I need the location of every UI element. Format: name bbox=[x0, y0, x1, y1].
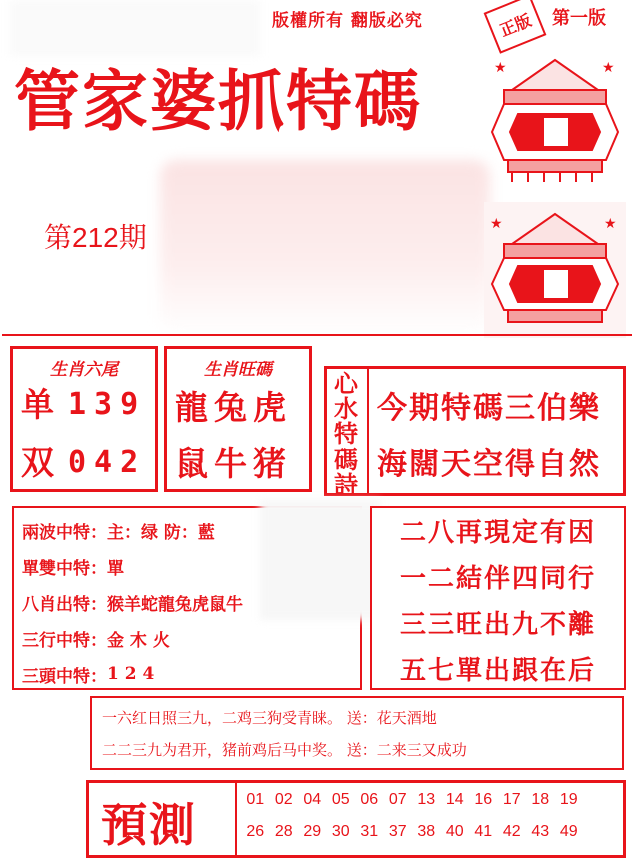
riddle-list bbox=[102, 702, 467, 766]
info-label: 兩波中特： bbox=[22, 522, 107, 543]
riddle-line-2: 二二三九为君开，猪前鸡后马中奖。 送：二来三又成功 bbox=[102, 741, 467, 759]
poem-line-1: 今期特碼三伯樂 bbox=[377, 391, 601, 426]
prediction-number: 18 bbox=[531, 791, 550, 808]
prediction-box bbox=[86, 780, 626, 858]
six-tails-box bbox=[10, 346, 158, 492]
verse-line-4: 五七單出跟在后 bbox=[399, 656, 596, 686]
prediction-number: 28 bbox=[274, 823, 293, 840]
six-tails-row-even bbox=[21, 445, 146, 480]
info-value: 猴羊蛇龍兔虎鼠牛 bbox=[107, 594, 243, 615]
info-label: 單雙中特： bbox=[22, 558, 107, 579]
info-label: 三行中特： bbox=[22, 630, 107, 651]
prediction-number: 04 bbox=[303, 791, 322, 808]
zodiac-hot-box bbox=[164, 346, 312, 492]
prediction-number: 42 bbox=[502, 823, 521, 840]
verse-line-3: 三三旺出九不離 bbox=[399, 610, 596, 640]
info-value: 1 2 4 bbox=[107, 664, 155, 684]
prediction-number: 29 bbox=[303, 823, 322, 840]
blurred-patch-info bbox=[260, 500, 380, 620]
svg-text:★: ★ bbox=[490, 216, 503, 232]
blurred-patch-top bbox=[10, 0, 260, 56]
lantern-decoration-icon bbox=[482, 54, 628, 184]
edition-label: 第一版 bbox=[552, 8, 606, 29]
prediction-number: 43 bbox=[531, 823, 550, 840]
prediction-number: 41 bbox=[474, 823, 493, 840]
prediction-numbers-row-2 bbox=[241, 823, 583, 841]
svg-text:★: ★ bbox=[494, 60, 507, 76]
info-list bbox=[22, 512, 243, 692]
poem-line-2: 海闊天空得自然 bbox=[377, 447, 601, 482]
zodiac-row-1: 龍兔虎 bbox=[175, 388, 292, 427]
special-poem-box bbox=[324, 366, 626, 499]
prediction-number: 16 bbox=[474, 791, 493, 808]
info-row-odd-even bbox=[22, 548, 243, 584]
info-value: 單 bbox=[107, 558, 124, 579]
prediction-number: 37 bbox=[388, 823, 407, 840]
info-row-three-heads bbox=[22, 656, 243, 692]
prediction-number: 19 bbox=[559, 791, 578, 808]
odd-digits: 139 bbox=[68, 387, 147, 422]
verse-box bbox=[370, 506, 626, 690]
prediction-number: 49 bbox=[559, 823, 578, 840]
info-row-eight-zodiac bbox=[22, 584, 243, 620]
prediction-number: 40 bbox=[445, 823, 464, 840]
blurred-patch-center bbox=[160, 160, 490, 335]
info-row-two-waves bbox=[22, 512, 243, 548]
prediction-number: 26 bbox=[246, 823, 265, 840]
verse-line-2: 一二結伴四同行 bbox=[399, 564, 596, 594]
prediction-divider bbox=[235, 783, 237, 855]
info-label: 八肖出特： bbox=[22, 594, 107, 615]
poem-vertical-title bbox=[331, 371, 361, 497]
prediction-number: 06 bbox=[360, 791, 379, 808]
main-title: 管家婆抓特碼 bbox=[14, 62, 422, 140]
verse-list bbox=[372, 510, 624, 694]
zodiac-row-2: 鼠牛猪 bbox=[175, 444, 292, 483]
genuine-seal-stamp bbox=[484, 0, 547, 54]
issue-number: 第212期 bbox=[44, 222, 147, 253]
prediction-number: 31 bbox=[360, 823, 379, 840]
odd-label: 单 bbox=[21, 385, 60, 424]
six-tails-row-odd bbox=[21, 387, 146, 422]
seal-text: 正版 bbox=[496, 10, 534, 40]
svg-text:★: ★ bbox=[602, 60, 615, 76]
prediction-number: 14 bbox=[445, 791, 464, 808]
poem-vertical-text: 心水特碼詩 bbox=[334, 369, 358, 499]
lantern-decoration-icon bbox=[482, 200, 628, 340]
info-value: 金 木 火 bbox=[107, 630, 170, 651]
divider-line bbox=[2, 334, 632, 336]
prediction-number: 01 bbox=[246, 791, 265, 808]
zodiac-hot-title: 生肖旺碼 bbox=[204, 360, 272, 380]
svg-text:★: ★ bbox=[604, 216, 617, 232]
prediction-number: 13 bbox=[417, 791, 436, 808]
prediction-number: 38 bbox=[417, 823, 436, 840]
prediction-number: 30 bbox=[331, 823, 350, 840]
copyright-notice: 版權所有 翻版必究 bbox=[272, 11, 423, 31]
prediction-number: 07 bbox=[388, 791, 407, 808]
six-tails-title: 生肖六尾 bbox=[50, 360, 118, 380]
riddle-line-1: 一六红日照三九，二鸡三狗受青睐。 送：花天酒地 bbox=[102, 709, 437, 727]
info-value: 主：绿 防：藍 bbox=[107, 522, 215, 543]
prediction-numbers-row-1 bbox=[241, 791, 583, 809]
info-label: 三頭中特： bbox=[22, 666, 107, 687]
prediction-number: 05 bbox=[331, 791, 350, 808]
riddle-box bbox=[90, 696, 624, 770]
info-row-three-elements bbox=[22, 620, 243, 656]
even-label: 双 bbox=[21, 443, 60, 482]
prediction-number: 17 bbox=[502, 791, 521, 808]
poem-divider bbox=[367, 369, 369, 493]
even-digits: 042 bbox=[68, 445, 147, 480]
prediction-number: 02 bbox=[274, 791, 293, 808]
verse-line-1: 二八再現定有因 bbox=[399, 518, 596, 548]
prediction-title: 預測 bbox=[101, 798, 197, 852]
